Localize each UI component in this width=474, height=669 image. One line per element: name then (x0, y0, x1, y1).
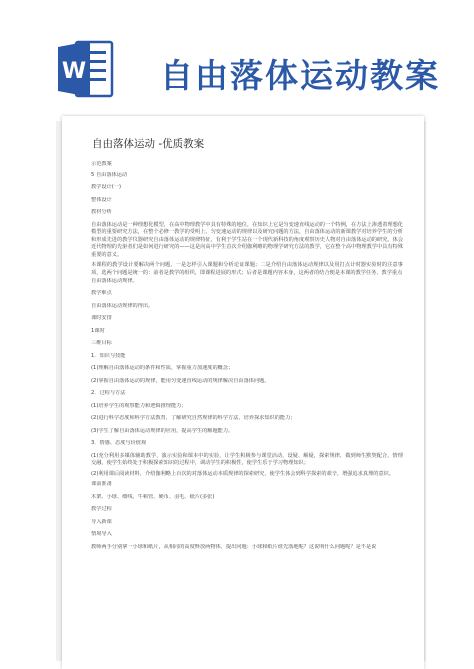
text-line: (1)培养学生的观察能力和逻辑推理能力； (91, 402, 187, 409)
text-line: 1．知识与技能 (91, 352, 126, 359)
text-line: 整体设计 (91, 196, 112, 203)
document-body (91, 161, 403, 551)
text-line: (1)理解自由落体运动的条件和性质，掌握重力加速度的概念； (91, 365, 234, 372)
text-line: 自由落体运动规律。 (91, 277, 138, 284)
text-line: 木架、小球、细线、牛顿管、硬币、羽毛、纸片(多张) (91, 493, 215, 500)
text-line: 课前准备 (91, 481, 112, 488)
word-icon (58, 38, 114, 100)
text-line: 教学难点 (91, 290, 112, 297)
document-page (62, 116, 424, 669)
text-line: 教师两手分别拿一小球和纸片，从相同的高度释放两物体，提出问题：小球和纸片谁先落地呢？这说明什么问题呢？是不是说 (91, 543, 377, 550)
text-line: 情境导入 (91, 531, 112, 538)
text-line: 自由落体运动规律的得出。 (91, 302, 154, 309)
document-title: 自由落体运动 -优质教案 (92, 138, 205, 150)
paragraph: (2)利用课后阅读材料，介绍伽利略上百次的对落体运动本质规律的探索研究，使学生体会到科学探索的艰辛，增强追求真理的意识。 (91, 470, 395, 477)
text-line: 课时安排 (91, 315, 112, 322)
text-line: 示范教案 (91, 161, 112, 167)
text-line: 教学设计(一) (91, 184, 121, 190)
text-line: 教学过程 (91, 506, 112, 513)
text-line: (2)掌握自由落体运动的规律，能用匀变速直线运动的规律解决自由落体问题。 (91, 377, 270, 384)
text-line: 1课时 (91, 327, 105, 334)
text-line: 2．过程与方法 (91, 390, 126, 397)
paragraph: 自由落体运动是一种理想化模型，在高中物理教学中具有特殊的地位，在知识上它是匀变速直线运动的一个特例，在方法上渗透着理想化模型的重要研究方法，在整个必修一教学的受明上，匀变速运动的规律以及研究问题的方法，自由落体运动的新课教学对培养学生的分析和形成先进的教学仪器研究自由落体运动的规律特征，有利于学生站在一个现代新科技的角度观察历史人物对自由落体运动的研究。体会近代物理的先驱者们是如何进行研究的——这是向高中学生首次介绍伽利略的物理学研究方法的教学，它在整个高中物理教学中具有特殊重要的意义。 (91, 221, 403, 258)
paragraph: (1)充分利用多媒体辅助教学，演示实验和课本中的实验，让学生积极参与课堂活动，设疑、解疑，探索规律，做到师生默契配合，情理交融，使学生始终处于积极探索知识的过程中，调动学生的积极性，使学生乐于学习物理知识； (91, 452, 403, 467)
text-line: 教材分析 (91, 209, 112, 215)
paragraph: 本课程的教学设计要解决两个问题，一是怎样引入课题和分析论证课题；二是介绍自由落体运动规律以及用打点计时器实验时的注意事项，选两个问题是统一的：前者是教学的组织，即课程进展的形式；后者是课题内容本身，这两者的结合便是本课的教学任务、教学重点 (91, 262, 403, 277)
text-line: (3)学生了解自由落体运动规律的应用，提高学生的解题能力。 (91, 427, 234, 434)
text-line: 导入新课 (91, 518, 112, 525)
text-line: 三维目标 (91, 340, 112, 347)
banner (0, 0, 474, 115)
text-line: (2)进行科学态度和科学方法教育，了解研究自然规律的科学方法，培养探求知识的能力； (91, 415, 296, 422)
text-line: 5 自由落体运动 (91, 171, 128, 178)
banner-title: 自由落体运动教案 (160, 56, 440, 95)
text-line: 3．情感、态度与价值观 (91, 440, 147, 447)
svg-text:W: W (61, 59, 87, 84)
